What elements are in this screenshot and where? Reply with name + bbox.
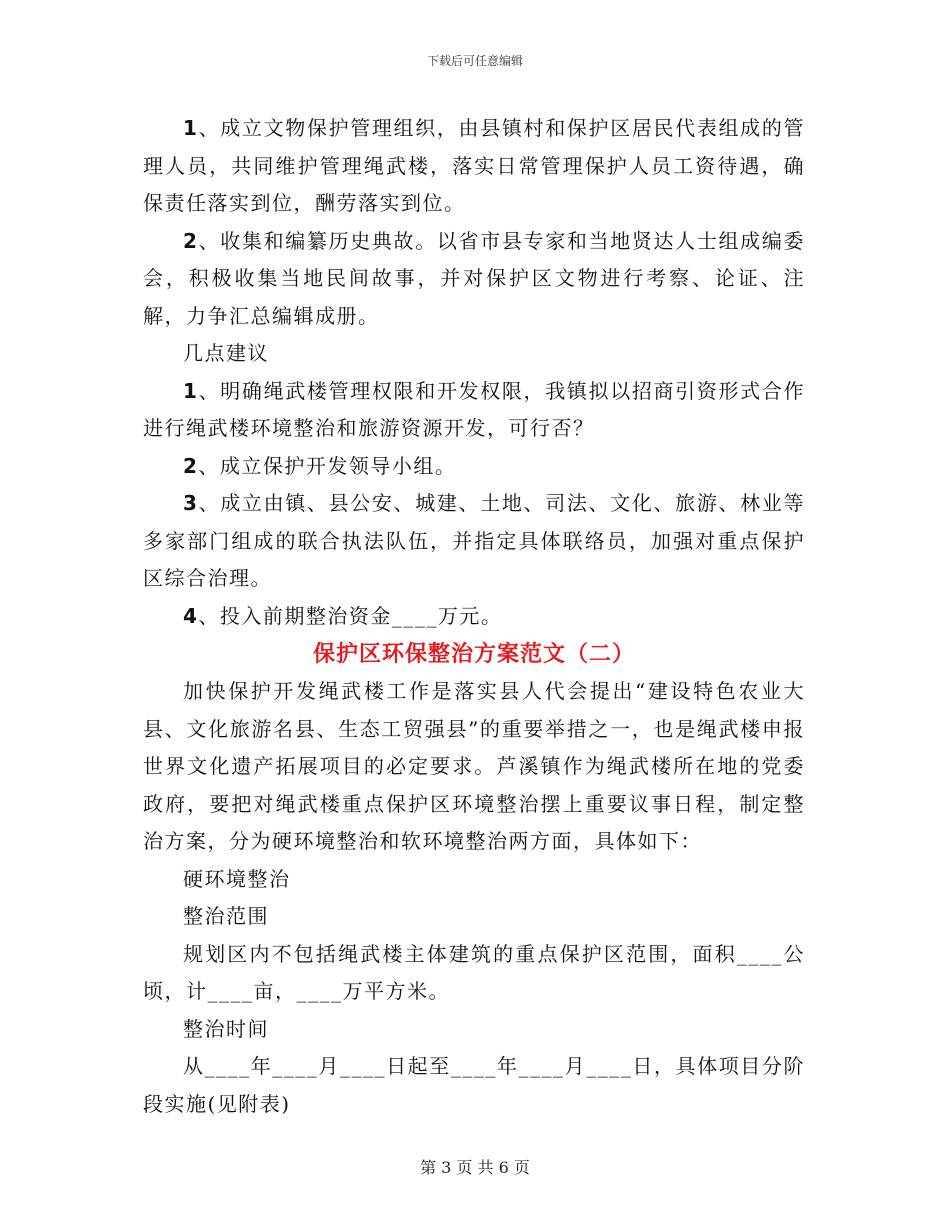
paragraph-1: 1、成立文物保护管理组织，由县镇村和保护区居民代表组成的管理人员，共同维护管理绳武楼，落实日常管理保护人员工资待遇，确保责任落实到位，酬劳落实到位。: [143, 116, 805, 215]
section-label-scope: 整治范围: [183, 904, 269, 928]
paragraph-intro: 加快保护开发绳武楼工作是落实县人代会提出“建设特色农业大县、文化旅游名县、生态工贸强县”的重要举措之一，也是绳武楼申报世界文化遗产拓展项目的必定要求。芦溪镇作为绳武楼所在地的党委政府，要把对绳武楼重点保护区环境整治摆上重要议事日程，制定整治方案，分为硬环境整治和软环境整治两方面，具体如下：: [143, 679, 805, 853]
paragraph-6: 4、投入前期整治资金____万元。: [183, 603, 503, 628]
page-footer: 第 3 页 共 6 页: [420, 1158, 530, 1177]
section-label-suggestions: 几点建议: [183, 341, 269, 365]
paragraph-scope: 规划区内不包括绳武楼主体建筑的重点保护区范围，面积____公顷，计____亩，____万平方米。: [143, 941, 805, 1003]
document-body: [143, 110, 805, 1123]
paragraph-5: 3、成立由镇、县公安、城建、土地、司法、文化、旅游、林业等多家部门组成的联合执法队伍，并指定具体联络员，加强对重点保护区综合治理。: [143, 491, 805, 590]
section-label-hard-environment: 硬环境整治: [183, 866, 291, 891]
paragraph-time: 从____年____月____日起至____年____月____日，具体项目分阶段实施(见附表): [143, 1054, 805, 1116]
section-label-time: 整治时间: [183, 1016, 269, 1041]
paragraph-4: 2、成立保护开发领导小组。: [183, 453, 457, 478]
paragraph-3: 1、明确绳武楼管理权限和开发权限，我镇拟以招商引资形式合作进行绳武楼环境整治和旅游资源开发，可行否？: [143, 378, 805, 440]
section-heading: 保护区环保整治方案范文（二）: [312, 641, 635, 667]
page-header: 下载后可任意编辑: [426, 54, 523, 68]
paragraph-2: 2、收集和编纂历史典故。以省市县专家和当地贤达人士组成编委会，积极收集当地民间故事，并对保护区文物进行考察、论证、注解，力争汇总编辑成册。: [143, 228, 805, 328]
